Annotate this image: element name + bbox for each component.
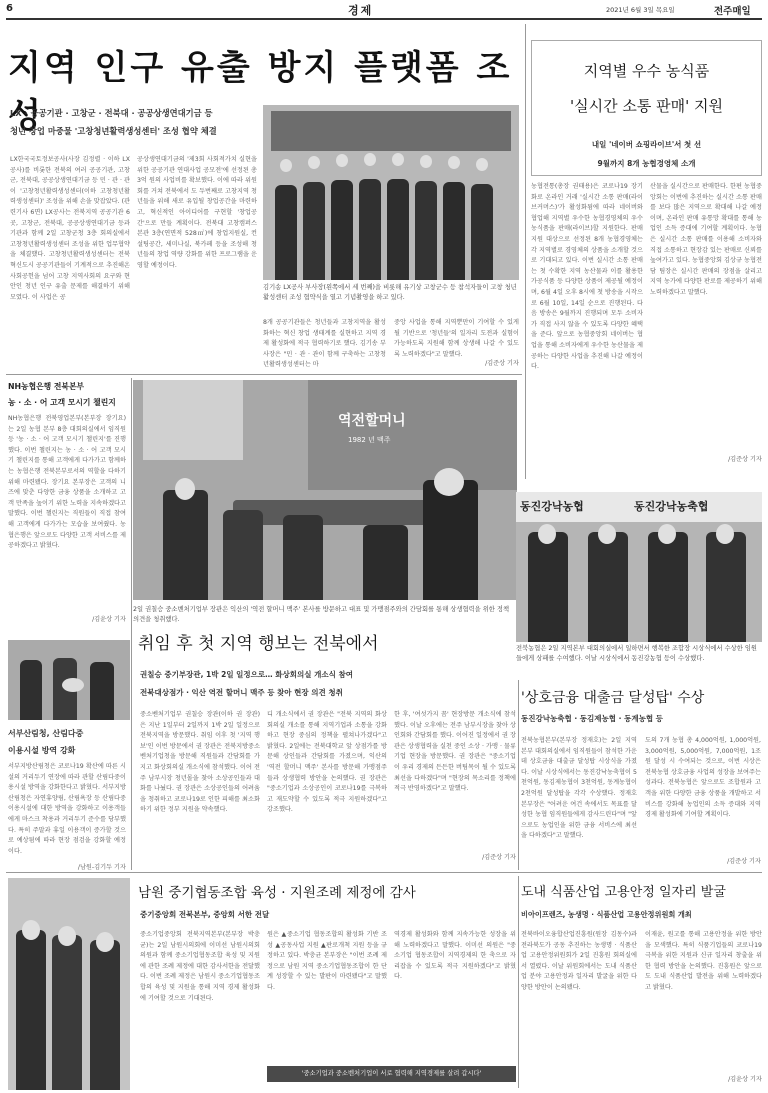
headline-a2-2: '실시간 소통 판매' 지원 [570, 97, 723, 115]
divider-h-a1 [6, 374, 522, 375]
headline-a5: '상호금융 대출금 달성탑' 수상 [521, 690, 705, 706]
a5-byline: /김준상 기자 [727, 858, 761, 865]
a6-byline: /남원-김기두 기자 [77, 864, 126, 871]
subhead-a4-2: 전북대상점가 · 익산 역전 할머니 맥주 등 찾아 현장 의견 청취 [140, 688, 343, 697]
award-banner-1: 동진강낙농협 [520, 500, 584, 513]
ceremony-backdrop [271, 111, 511, 151]
page-header [0, 0, 768, 20]
divider-v-mid-left [131, 378, 132, 870]
masthead: 전주매일 [714, 6, 751, 17]
photo-forestry-service [8, 640, 130, 720]
a1-col4: 중앙 사업을 통해 지역뿐만이 기여할 수 있게 될 기반으로 '청년들'의 일자리 도전과 실험이 가능하도록 지원해 함께 상생해 나갈 수 있도록 노력하겠다"고 말했다. [394, 319, 519, 358]
a6-caption: 서부산림청, 산림다중 [8, 729, 84, 738]
a7-quote-banner: '중소기업과 중소벤처기업이 서로 협력해 지역경제를 살려 갑시다' [267, 1066, 516, 1082]
a2-byline: /김준상 기자 [728, 456, 762, 463]
a7-col2: 원은 ▲중소기업 협동조합의 활성화 기반 조성 ▲공동사업 지원 ▲판로개척 지원 등을 규정하고 있다. 박충균 본부장은 "이번 조례 제정으로 남원 지역 중소기업협동조합이 한 단계 성장할 수 있는 발판이 마련됐다"고 말했다. [267, 931, 387, 991]
photo-award-ceremony [516, 492, 762, 642]
subhead-a4-1: 권칠승 중기부장관, 1박 2일 일정으로… 화상회의실 개소식 참여 [140, 670, 353, 679]
a4-photo-caption: 2일 권칠승 중소벤처기업부 장관은 익산의 '역전 할머니 맥주' 본사를 방문하고 대표 및 가맹점주와의 간담회를 통해 상생협력을 위한 정책 의견을 청취했다. [133, 606, 510, 623]
a4-col2: 디 개소식에서 권 장관은 "전북 지역의 화상회의실 개소를 통해 지역기업과 소통을 강화하고 현장 중심의 정책을 펼쳐나가겠다"고 밝혔다. 2일에는 전북대학교 앞 상점가를 방문해 상인들과 간담회를 가졌으며, 익산의 '역전 할머니 맥주' 본사를 방문해 가맹점주들과 상생협력 방안을 논의했다. 권 장관은 "중소기업과 소상공인이 코로나19를 극복하고 재도약할 수 있도록 적극 지원하겠다"고 강조했다. [267, 711, 387, 814]
a7-col1: 중소기업중앙회 전북지역본부(본부장 박충균)는 2일 남원시의회에 이미선 남원시의회 의원과 함께 중소기업협동조합 육성 및 지원에 관한 조례 제정에 대한 감사서한을 전달했다. 이번 조례 제정은 남원시 중소기업협동조합의 육성 및 지원을 통해 지역 경제 활성화에 기여할 것으로 기대된다. [140, 931, 260, 1002]
a1-col3: 8개 공공기관들은 청년들과 고창지역을 활성화하는 혁신 창업 생태계를 실현하고 지역 경제 활성화에 적극 협력하기로 했다. 김기송 부사장은 "민 · 관 · 관이 함께 구축하는 고창청년활력생성센터는 마 [263, 319, 386, 369]
a2-col2: 산물을 실시간으로 판매한다. 한편 농협중앙회는 이번에 추진하는 실시간 소통 판매를 보다 많은 지역으로 확대해 나갈 예정이며, 온라인 판매 유통망 확대를 통해 농업인 소득 증대에 기여할 계획이다. 농협은 실시간 소통 판매를 이용해 소비자와 직접 소통하고 현장감 있는 판매로 신뢰를 높여가고 있다. 농협중앙회 김상규 농협전담 팀장은 실시간 판매의 장점을 살리고 지역 농가에 다양한 판로를 제공하기 위해 노력하겠다고 말했다. [650, 183, 762, 296]
a8-col2: 이재윤, 원고를 통해 고용안정을 위한 방안을 모색했다. 특히 식품기업들의 코로나19 극복을 위한 지원과 신규 일자리 창출을 위한 협력 방안을 논의했다. 진흥원은 앞으로도 도내 식품산업 발전을 위해 노력하겠다고 밝혔다. [645, 931, 762, 991]
section-name: 경제 [348, 4, 374, 17]
a5-col1: 전북농협본부(본부장 정재호)는 2일 지역본부 대회의실에서 임직원들이 참석한 가운데 상호금융 대출금 달성탑 시상식을 가졌다. 이날 시상식에서는 동진강낙농축협이 5천억원, 동김제농협이 3천억원, 동계농협이 2천억원 달성탑을 각각 수상했다. 정재호 본부장은 "어려운 여건 속에서도 목표를 달성한 농협 임직원들에게 감사드린다"며 "앞으로도 농업인을 위한 금융 서비스에 최선을 다하겠다"고 말했다. [521, 737, 637, 840]
a1-photo-caption: 김기송 LX공사 부사장(왼쪽에서 세 번째)을 비롯해 유기상 고창군수 등 참석자들이 고창 청년 활성센터 조성 협약식을 열고 기념촬영을 하고 있다. [263, 284, 517, 301]
a1-col1: LX한국국토정보공사(사장 김정렬 · 이하 LX공사)를 비롯한 전북의 여러 공공기관, 고창군, 전북대, 공공상생연대기금 등 민 · 관 · 관이 '고창청년활력생성센터(이하 고창청년활력생성센터)' 조성을 위해 손을 맞잡았다. (관련기사 6면) LX공사는 전북지역 공공기관 6곳, 고창군, 전북대, 공공상생연대기금 등과 기관과 함께 2일 고창군청 3층 회의실에서 고창청년활력생성센터 조성을 위한 업무협약을 체결했다. 고창청년활력생성센터는 전북혁신도시 공공기관들이 기계적으로 추진해온 사회공헌을 넘어 고창 지역사회의 요구와 현안인 청년 인구 유출 문제를 해결하기 위해 모였다. 이 사업은 공 [10, 156, 130, 301]
a2-col1: 농협전통(총장 권태용)은 코로나19 장기화로 온라인 거래 '실시간 소통 판매(라이브커머스)'가 활성화됨에 따라 네이버와 협업해 지역별 우수한 농협경영체의 우수농식품을 판매(라이브)할 지원한다. 판매 지원 대상으로 선정된 8개 농협경영체는 각 지역별로 경영체의 상품을 소개할 것으로 기대되고 있다. 이번 실시간 소통 판매는 첫 수확한 지역 농산물과 이를 활용한 가공식품 등 다양한 상품이 제공될 예정이며, 6월 4일 오후 8시에 첫 방송을 시작으로 6월 10일, 14일 순으로 진행된다. 다음 방송은 9월까지 진행되며 모두 소비자가 직접 사지 않을 수 있도록 다양한 혜택을 준다. 앞으로 농협중앙회 네이버는 협업을 통해 소비자에게 우수한 농산물을 제공하는 다양한 사업을 추진해 나갈 예정이다. [531, 183, 643, 371]
a4-col1: 중소벤처기업부 권칠승 장관(이하 권 장관)은 지난 1일부터 2일까지 1박 2일 일정으로 전북지역을 방문했다. 취임 이후 첫 '지역 행보'인 이번 방문에서 권 장관은 전북지방중소벤처기업청을 방문해 직원들과 간담회를 가지고 화상회의실 개소식에 참석했다. 이어 전주 남부시장 청년몰을 찾아 소상공인들과 대화를 나눴다. 권 장관은 소상공인들의 어려움을 청취하고 코로나19로 인한 피해를 최소화하기 위한 정부 지원을 약속했다. [140, 711, 260, 814]
divider-v-mid-right [518, 680, 519, 870]
subhead-a5: 동진강낙농축협 · 동김제농협 · 동계농협 등 [521, 714, 663, 723]
a6-title: 이용시설 방역 강화 [8, 746, 76, 755]
a1-col2: 공상생연대기금의 '제3회 사회적가치 실현을 위한 공공기관 연대사업 공모전'에 선정된 총 3억 원의 사업비를 확보했다. 이에 따라 위원회를 거쳐 전북에서 도 두번째로 고창지역 청년들을 위해 새로 유입될 창업공간을 마련하고, 혁신적인 아이디어를 구현할 '창업공간'으로 만들 계획이다. 전북대 고창캠퍼스 본관 3층(연면적 528㎡)에 창업지원실, 컨설팅공간, 세미나실, 북카페 등을 조성해 청년들의 창업 역량 강화를 위한 프로그램을 운영할 예정이다. [137, 156, 257, 269]
page-number: 6 [6, 3, 13, 14]
a8-col1: 전북바이오융합산업진흥원(원장 김동수)과 전라북도가 공동 추진하는 농생명 · 식품산업 고용안정위원회가 2일 진흥원 회의실에서 열렸다. 이날 위원회에서는 도내 식품산업 분야 고용안정과 일자리 발굴을 위한 다양한 방안이 논의됐다. [521, 931, 637, 991]
award-banner-2: 동진강낙농축협 [634, 500, 709, 513]
a5-photo-caption: 전북농협은 2일 지역본부 대회의실에서 일하면서 행복한 조합장 시상식에서 수상한 임원들에게 상패를 수여했다. 이날 시상식에서 동진강농협 등이 수상했다. [516, 645, 758, 662]
a7-col3: 역경제 활성화와 함께 지속가능한 성장을 위해 노력하겠다고 말했다. 이미선 의원은 "중소기업 협동조합이 지역경제의 한 축으로 자리잡을 수 있도록 적극 지원하겠다"고 밝혔다. [394, 931, 516, 981]
subhead-a2-1: 내일 '네이버 쇼핑라이브'서 첫 선 [591, 140, 702, 149]
a5-col2: 도의 7개 농협 총 4,000억원, 1,000억원, 3,000억원, 5,000억원, 7,000억원, 1조원 달성 시 수여되는 것으로, 이번 시상은 전북농협 상호금융 사업의 성장을 보여주는 성과다. 전북농협은 앞으로도 조합원과 고객을 위한 다양한 금융 상품을 개발하고 서비스를 강화해 농업인의 소득 증대와 지역경제 활성화에 기여할 계획이다. [645, 737, 761, 819]
brewery-banner-sub: 1982 년 맥주 [348, 436, 391, 444]
divider-v-top [525, 24, 526, 479]
issue-date: 2021년 6월 3일 목요일 [606, 6, 675, 14]
brewery-banner-text: 역전할머니 [338, 413, 406, 429]
photo-brewery-meeting [133, 380, 517, 600]
a3-body: NH농협은행 전북영업본부(본부장 장기요)는 2일 농협 본부 8층 대회의실에서 임직원 등 '농 · 소 · 어 고객 모시기 챌린지'를 진행했다. 이번 챌린지는 농 · 소 · 어 고객 모시기 챌린지를 통해 고객에게 다가가고 함께하는 농협은행 전북본부로서의 역할을 다하기 위해 마련됐다. 장기요 본부장은 고객의 니즈에 맞춘 다양한 금융 상품을 소개하고 고객 만족을 높이기 위한 노력을 지속하겠다고 말했다. 이번 챌린지는 직원들이 직접 참여해 고객에게 다가가는 모습을 보여줬다. 농협은행은 앞으로도 다양한 고객 서비스를 제공하겠다고 밝혔다. [8, 415, 126, 550]
a3-byline: /김윤상 기자 [92, 616, 126, 623]
a3-title: 농 · 소 · 어 고객 모시기 챌린지 [8, 398, 116, 407]
photo-signing-ceremony [263, 105, 519, 280]
header-rule [6, 18, 762, 20]
a8-byline: /김윤상 기자 [728, 1076, 762, 1083]
a4-byline: /김준상 기자 [482, 854, 516, 861]
subhead-a2-2: 9월까지 8개 농협경영체 소개 [597, 159, 696, 168]
headline-a2-1: 지역별 우수 농식품 [583, 62, 710, 80]
flower-bouquet [62, 678, 84, 692]
headline-a8: 도내 식품산업 고용안정 일자리 발굴 [521, 885, 726, 900]
banner-left [143, 380, 243, 460]
a3-org: NH농협은행 전북본부 [8, 382, 85, 391]
divider-v-bottom-right [518, 876, 519, 1088]
headline-a4: 취임 후 첫 지역 행보는 전북에서 [138, 634, 379, 654]
photo-letter-delivery [8, 878, 130, 1090]
subhead-a8: 비아이프렌즈, 농생명 · 식품산업 고용안정위원회 개최 [521, 910, 692, 919]
a4-col3: 한 후, '여섯가지 꼼' 현장방문 개소식에 참석했다. 이날 오후에는 전주 남부시장을 찾아 상인회와 간담회를 했다. 이어진 일정에서 권 장관은 상생협력을 실천 중인 소상 · 가맹 · 물류 기업 현장을 방문했다. 권 장관은 "중소기업이 우리 경제의 든든한 버팀목이 될 수 있도록 최선을 다하겠다"며 "현장의 목소리를 정책에 적극 반영하겠다"고 말했다. [394, 711, 516, 793]
headline-a1: 지역 인구 유출 방지 플랫폼 조성 [8, 48, 513, 136]
subhead-a7: 중기중앙회 전북본부, 중앙회 서한 전달 [140, 910, 270, 919]
a6-body: 서부지방산림청은 코로나19 확산에 따른 시설의 거리두기 연장에 따라 관할 산림다중이용시설 방역을 강화한다고 밝혔다. 서부지방산림청은 자연휴양림, 산림욕장 등 산림다중이용시설에 대한 방역을 강화하고 이용객들에게 마스크 착용과 거리두기 준수를 당부했다. 특히 주말과 휴일 이용객이 증가할 것으로 예상됨에 따라 현장 점검을 강화할 예정이다. [8, 763, 126, 855]
banner-right [308, 380, 517, 490]
headline-a7: 남원 중기협동조합 육성 · 지원조례 제정에 감사 [138, 885, 416, 901]
a1-byline: /김준상 기자 [485, 360, 519, 367]
divider-h-bottom [6, 872, 762, 873]
subhead-a1-1: LX · 공공기관 · 고창군 · 전북대 · 공공상생연대기금 등 [10, 108, 213, 118]
subhead-a1-2: 청년 창업 마중물 '고창청년활력생성센터' 조성 협약 체결 [10, 126, 217, 136]
